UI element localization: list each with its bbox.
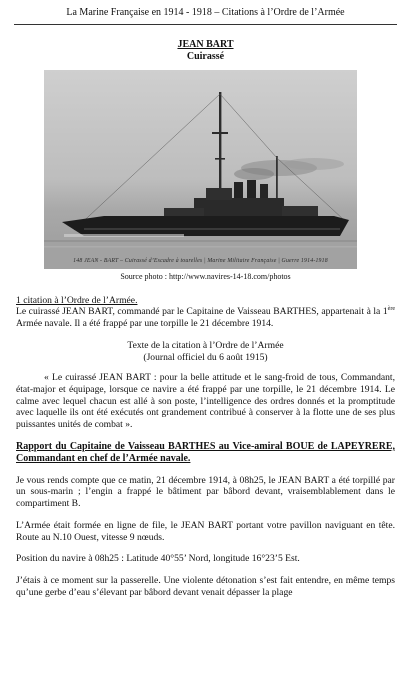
report-title: Rapport du Capitaine de Vaisseau BARTHES au Vice-amiral BOUE de LAPEYRERE, Commandant en chef de l’Armée navale. [16,440,395,464]
report-paragraph: L’Armée était formée en ligne de file, le JEAN BART portant votre pavillon naviguant en tête. Route au N.10 Ouest, vitesse 9 nœuds. [16,519,395,543]
ship-title-block [0,39,411,62]
document-body [16,295,395,599]
citation-intro-part1: Le cuirassé JEAN BART, commandé par le Capitaine de Vaisseau BARTHES, appartenait à la 1 [16,306,388,318]
running-header: La Marine Française en 1914 - 1918 – Citations à l’Ordre de l’Armée [66,7,345,18]
citation-journal-ref: (Journal officiel du 6 août 1915) [143,351,268,363]
citation-intro [16,306,395,329]
header-rule [14,24,397,25]
citation-intro-part2: Armée navale. Il a été frappé par une torpille le 21 décembre 1914. [16,318,274,330]
citation-text-heading: Texte de la citation à l’Ordre de l’Armée [127,339,284,351]
report-paragraph: Je vous rends compte que ce matin, 21 décembre 1914, à 08h25, le JEAN BART a été torpillé par un sous-marin ; l’engin a frappé le bâtiment par bâbord devant, vraisemblablement dans le compartiment B. [16,474,395,510]
ship-type: Cuirassé [186,50,225,62]
photo-caption: 148 JEAN - BART – Cuirassé d’Escadre à tourelles | Marine Militaire Française | Guerre 1914-1918 [73,257,328,264]
citation-heading-text: 1 citation à l’Ordre de l’Armée. [16,294,138,306]
photo-source: Source photo : http://www.navires-14-18.com/photos [120,272,291,281]
report-paragraph: Position du navire à 08h25 : Latitude 40°55’ Nord, longitude 16°23’5 Est. [16,553,300,565]
citation-heading [16,295,395,307]
battleship-illustration [44,70,357,269]
citation-intro-sup: ère [387,306,395,313]
citation-text: « Le cuirassé JEAN BART : pour la belle attitude et le sang-froid de tous, Commandant, état-major et équipage, lorsque ce navire a été frappé par une torpille, le 21 décembre 1914. Le calme avec lequel chacun est allé à son poste, l’intelligence des ordres donnés et la promptitude avec laquelle ils ont été exécutés ont grandement contribué à conserver à la flotte une de ses plus puissantes unités de combat ». [16,372,395,431]
ship-name: JEAN BART [177,39,234,50]
ship-photo [44,70,357,269]
report-paragraph: J’étais à ce moment sur la passerelle. Une violente détonation s’est fait entendre, en même temps qu’une gerbe d’eau s’élevant par bâbord devant venait dépasser la plage [16,575,395,598]
